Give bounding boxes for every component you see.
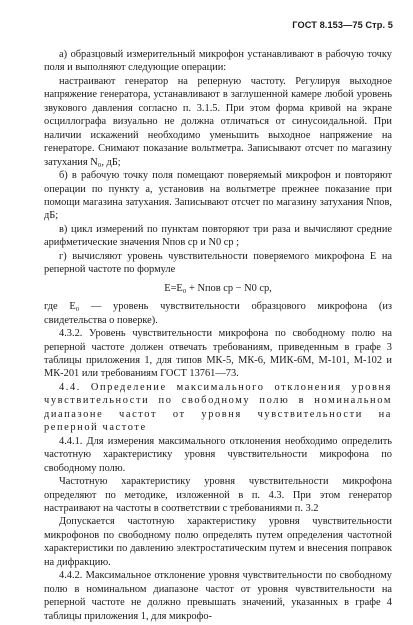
- paragraph: Допускается частотную характеристику уровня чувствительности микрофонов по свободному полю определять путем определения частотной характеристики по давлению электростатическим путем и внесения поправок на дифракцию.: [44, 516, 392, 568]
- formula: E=E₀ + Nпов ср − N0 ср,: [164, 282, 272, 294]
- paragraph: где E₀ — уровень чувствительности образцового микрофона (из свидетельства о поверке).: [44, 301, 392, 326]
- document-body: [44, 48, 392, 623]
- paragraph: 4.4.1. Для измерения максимального отклонения необходимо определить частотную характеристику уровня чувствительности микрофона по свободному полю.: [44, 435, 392, 474]
- paragraph: а) образцовый измерительный микрофон устанавливают в рабочую точку поля и выполняют следующие операции:: [44, 49, 392, 74]
- paragraph: г) вычисляют уровень чувствительности поверяемого микрофона E на реперной частоте по формуле: [44, 250, 392, 276]
- paragraph: в) цикл измерений по пунктам повторяют три раза и вычисляют средние арифметические значения Nпов ср и N0 ср ;: [44, 223, 392, 249]
- paragraph: 4.3.2. Уровень чувствительности микрофона по свободному полю на реперной частоте должен отвечать требованиям, приведенным в графе 3 таблицы приложения 1, для типов МК-5, МК-6, МИК-6М, М-101, М-102 и МК-201 или требованиям ГОСТ 13761—73.: [44, 328, 392, 380]
- paragraph: настраивают генератор на реперную частоту. Регулируя выходное напряжение генератора, устанавливают в заглушенной камере любой уровень звукового давления согласно п. 3.1.5. При этом форма кривой на экране осциллографа визуально не должна отличаться от синусоидальной. При наличии искажений необходимо уменьшить выходное напряжение на генераторе. Снимают показание вольтметра. Записывают отсчет по магазину затухания N₀, дБ;: [44, 75, 392, 168]
- paragraph: 4.4.2. Максимальное отклонение уровня чувствительности по свободному полю в номинальном диапазоне частот от уровня чувствительности на реперной частоте не должно превышать значений, указанных в графе 4 таблицы приложения 1, для микрофо-: [44, 570, 392, 622]
- paragraph: Частотную характеристику уровня чувствительности микрофона определяют по методике, изложенной в п. 4.3. При этом генератор настраивают на частоты в соответствии с требованиями п. 3.2: [44, 476, 392, 514]
- paragraph: б) в рабочую точку поля помещают поверяемый микрофон и повторяют операции по пункту а, установив на вольтметре прежнее показание при помощи магазина затухания. Записывают отсчет по магазину затухания Nпов, дБ;: [44, 170, 392, 222]
- page-header: ГОСТ 8.153—75 Стр. 5: [292, 20, 393, 30]
- section-heading: 4.4. Определение максимального отклонения уровня чувствительности по свободному полю в номинальном диапазоне частот от уровня чувствительности на реперной частоте: [44, 381, 392, 434]
